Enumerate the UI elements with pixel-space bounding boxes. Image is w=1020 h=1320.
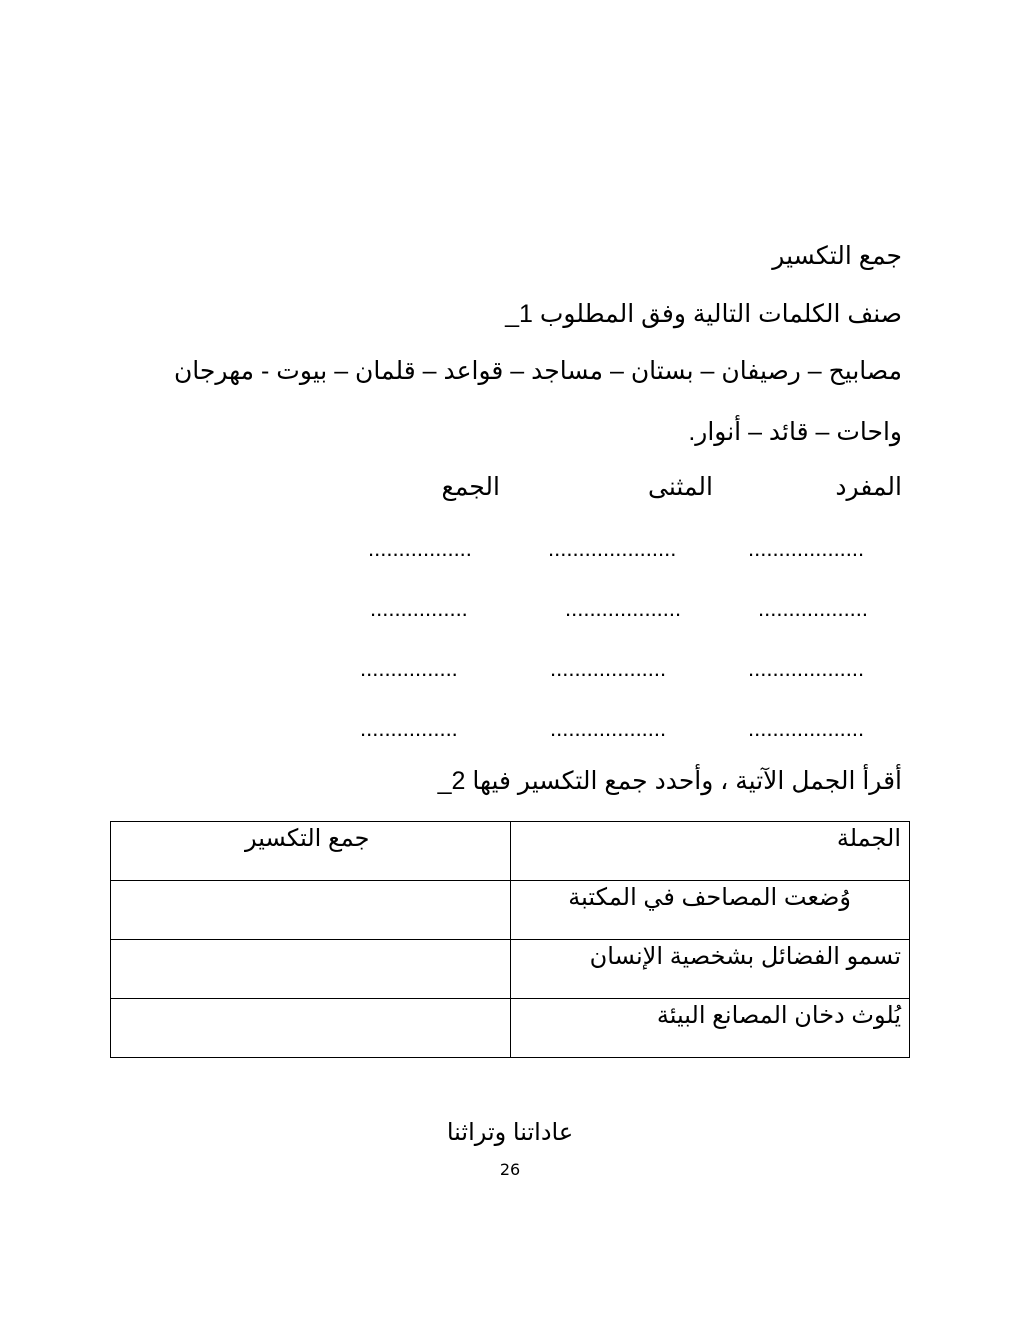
blank-dual[interactable]: ................... — [565, 596, 682, 621]
blank-dual[interactable]: ..................... — [548, 536, 677, 561]
blank-singular[interactable]: ................... — [748, 536, 865, 561]
page-title: جمع التكسير — [772, 242, 902, 270]
header-plural: الجمع — [441, 473, 500, 501]
table-header-row — [111, 822, 910, 881]
header-dual: المثنى — [648, 473, 713, 501]
exercise1-instruction-text: صنف الكلمات التالية وفق المطلوب — [539, 300, 902, 328]
answer-cell[interactable] — [111, 881, 511, 940]
blank-plural[interactable]: ................ — [360, 716, 458, 741]
blank-singular[interactable]: ................... — [748, 716, 865, 741]
blank-plural[interactable]: ................ — [370, 596, 468, 621]
header-broken-plural: جمع التكسير — [111, 822, 511, 881]
header-singular: المفرد — [835, 473, 902, 501]
exercise1-instruction — [505, 298, 902, 330]
sentence-cell: وُضعت المصاحف في المكتبة — [510, 881, 910, 940]
table-row — [111, 881, 910, 940]
sentence-cell: تسمو الفضائل بشخصية الإنسان — [510, 940, 910, 999]
chapter-title: عاداتنا وتراثنا — [446, 1119, 574, 1146]
sentence-cell: يُلوث دخان المصانع البيئة — [510, 999, 910, 1058]
blank-dual[interactable]: ................... — [550, 656, 667, 681]
blank-singular[interactable]: .................. — [758, 596, 869, 621]
exercise1-number: 1_ — [505, 300, 533, 328]
table-row — [111, 940, 910, 999]
exercise1-words-line1: مصابيح – رصيفان – بستان – مساجد – قواعد – قلمان – بيوت - مهرجان — [173, 357, 902, 385]
table-row — [111, 999, 910, 1058]
blank-dual[interactable]: ................... — [550, 716, 667, 741]
blank-singular[interactable]: ................... — [748, 656, 865, 681]
exercise1-words-line2: واحات – قائد – أنوار. — [688, 418, 902, 446]
classification-headers — [102, 472, 902, 506]
sentences-table — [110, 821, 910, 1058]
page-number: 26 — [499, 1160, 521, 1179]
header-sentence: الجملة — [510, 822, 910, 881]
answer-cell[interactable] — [111, 999, 511, 1058]
exercise2-instruction-text: أقرأ الجمل الآتية ، وأحدد جمع التكسير فيها — [472, 767, 902, 795]
exercise2-number: 2_ — [437, 767, 466, 795]
exercise2-instruction — [438, 765, 902, 797]
answer-cell[interactable] — [111, 940, 511, 999]
blank-plural[interactable]: ................. — [368, 536, 472, 561]
blank-plural[interactable]: ................ — [360, 656, 458, 681]
